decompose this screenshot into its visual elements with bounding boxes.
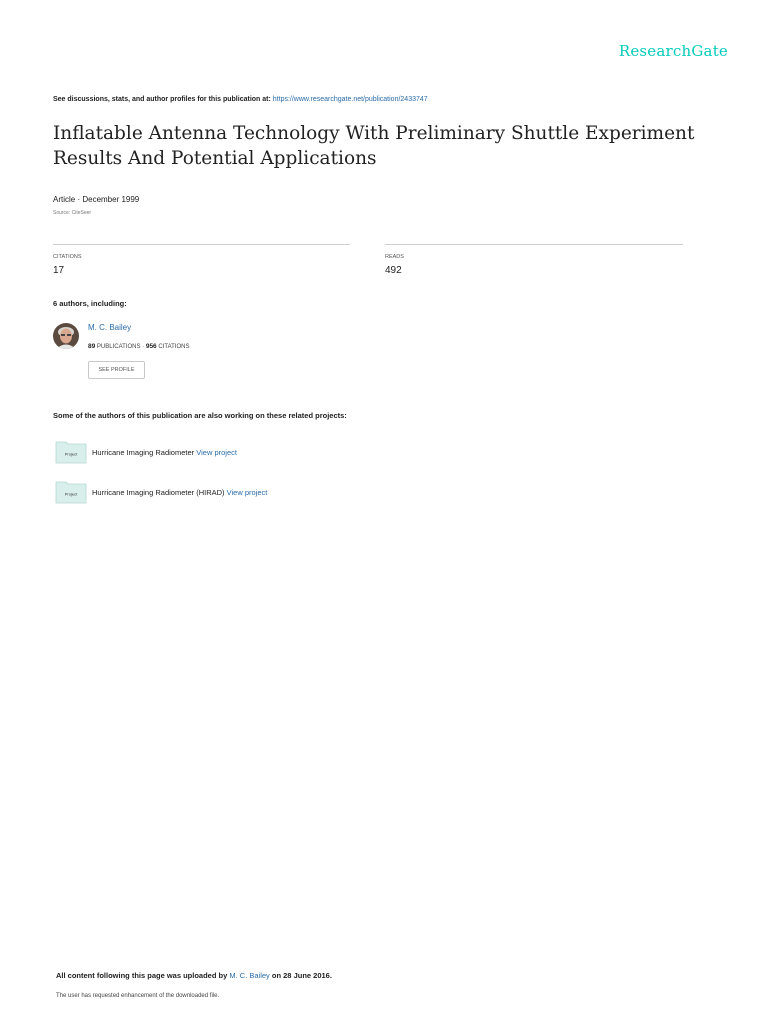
publication-title — [53, 121, 713, 171]
title-line-2: Results And Potential Applications — [53, 148, 377, 169]
article-type-date: Article · December 1999 — [53, 195, 140, 204]
author-stats — [88, 343, 189, 350]
author-avatar[interactable] — [53, 323, 79, 349]
reads-label: READS — [385, 254, 404, 260]
folder-icon — [55, 480, 87, 504]
citations-value: 17 — [53, 265, 65, 276]
author-stats-separator: · — [142, 344, 145, 350]
author-publications-count: 89 — [88, 343, 96, 350]
project-item — [92, 488, 267, 497]
projects-heading: Some of the authors of this publication are also working on these related projects: — [53, 411, 347, 420]
publication-url-link[interactable]: https://www.researchgate.net/publication/2433747 — [272, 96, 428, 103]
title-line-1: Inflatable Antenna Technology With Preliminary Shuttle Experiment — [53, 123, 695, 144]
uploader-link[interactable]: M. C. Bailey — [229, 971, 270, 980]
researchgate-logo[interactable]: ResearchGate — [618, 42, 728, 60]
citations-label: CITATIONS — [53, 254, 82, 260]
article-source: Source: CiteSeer — [53, 210, 92, 216]
discussion-lead: See discussions, stats, and author profiles for this publication at: — [53, 96, 271, 103]
view-project-link[interactable]: View project — [196, 448, 237, 457]
view-project-link[interactable]: View project — [226, 488, 268, 497]
see-profile-button[interactable]: SEE PROFILE — [88, 361, 145, 379]
project-icon-label: Project — [64, 451, 78, 457]
upload-notice — [56, 971, 332, 980]
author-citations-label: CITATIONS — [158, 344, 190, 350]
author-name-link[interactable]: M. C. Bailey — [88, 323, 132, 332]
author-publications-label: PUBLICATIONS — [96, 344, 141, 350]
project-item — [92, 448, 237, 457]
reads-value: 492 — [385, 265, 402, 276]
author-citations-count: 956 — [145, 343, 157, 350]
reads-divider — [385, 244, 683, 245]
avatar-photo-icon — [53, 323, 79, 349]
project-name: Hurricane Imaging Radiometer — [92, 448, 195, 457]
authors-heading: 6 authors, including: — [53, 299, 127, 308]
citations-divider — [53, 244, 350, 245]
discussion-line — [53, 96, 428, 103]
upload-suffix: on 28 June 2016. — [271, 971, 332, 980]
enhancement-note: The user has requested enhancement of the downloaded file. — [56, 993, 220, 999]
project-name: Hurricane Imaging Radiometer (HIRAD) — [92, 488, 225, 497]
folder-icon — [55, 440, 87, 464]
upload-prefix: All content following this page was uploaded by — [56, 971, 228, 980]
project-folder-icon[interactable] — [55, 480, 87, 504]
project-folder-icon[interactable] — [55, 440, 87, 464]
project-icon-label: Project — [64, 491, 78, 497]
